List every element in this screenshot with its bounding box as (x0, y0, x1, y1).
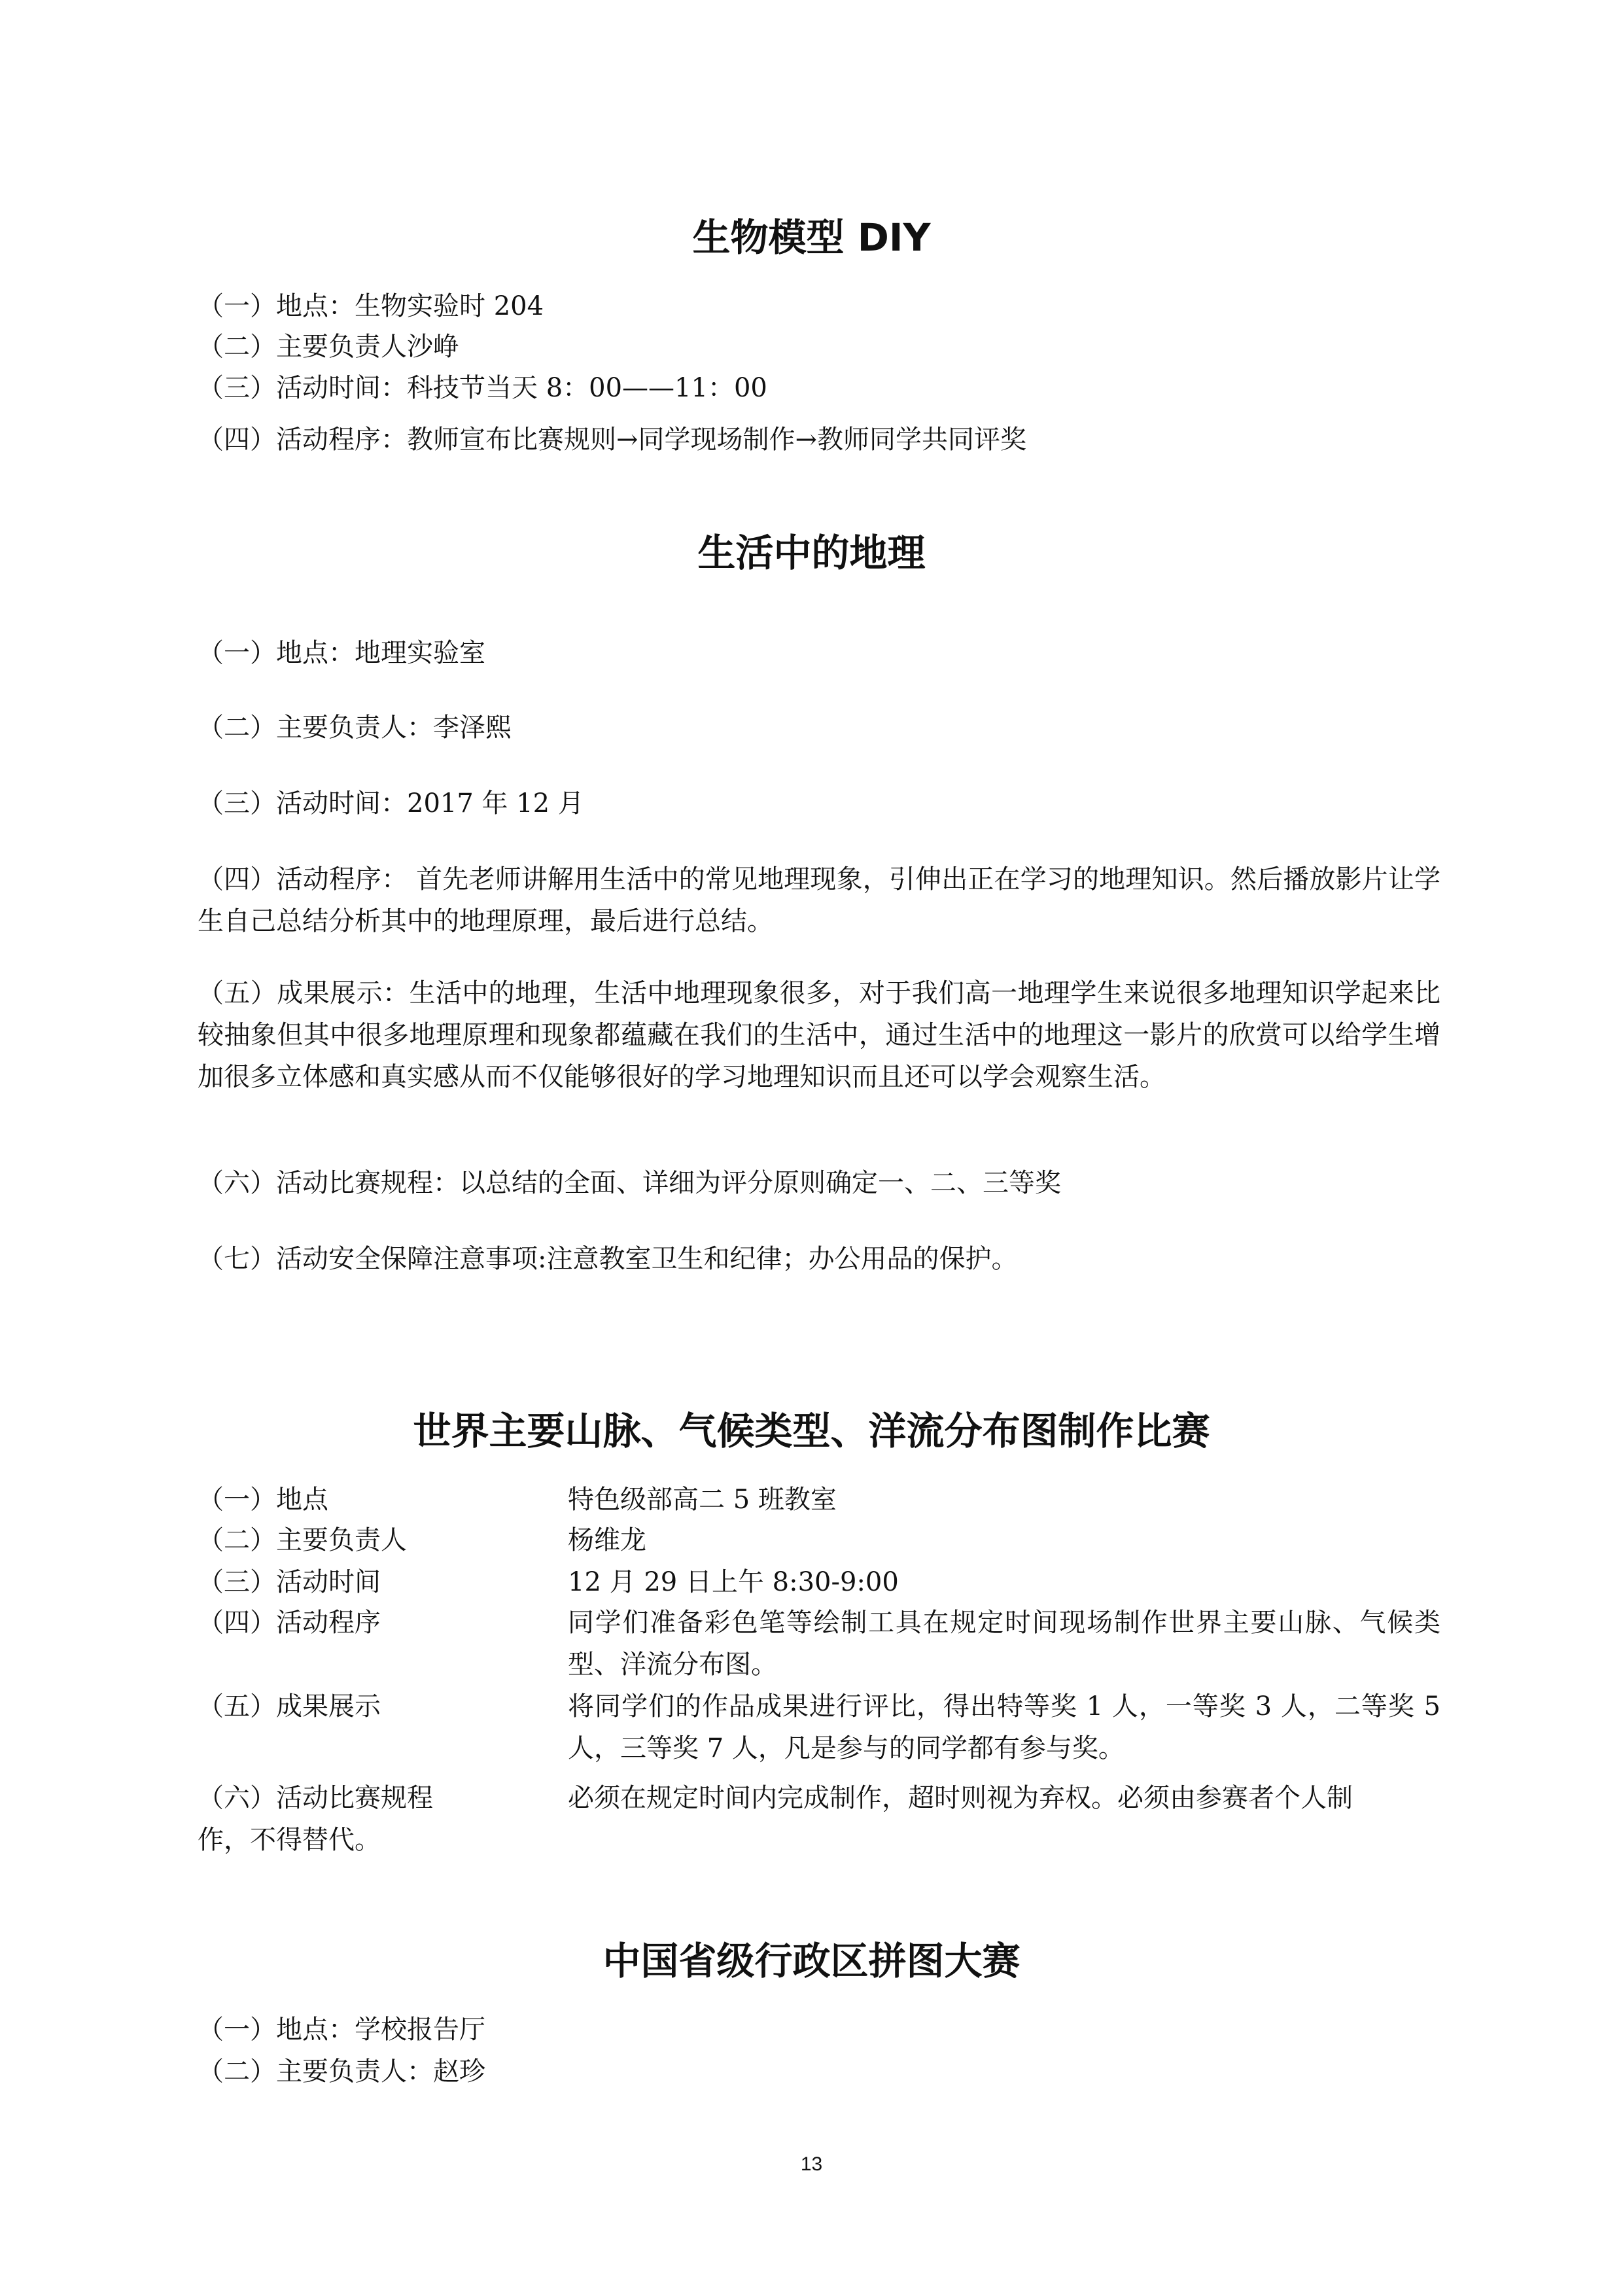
geo-safety: （七）活动安全保障注意事项:注意教室卫生和纪律；办公用品的保护。 (198, 1244, 1018, 1274)
puzzle-person-in-charge: （二）主要负责人：赵珍 (198, 2057, 485, 2087)
geo-location: （一）地点：地理实验室 (198, 638, 485, 668)
row-value: 将同学们的作品成果进行评比，得出特等奖 1 人，一等奖 3 人，二等奖 5 人，三等奖 7 人，凡是参与的同学都有参与奖。 (568, 1691, 1440, 1763)
geo-results: （五）成果展示：生活中的地理，生活中地理现象很多，对于我们高一地理学生来说很多地理知识学起来比较抽象但其中很多地理原理和现象都蕴藏在我们的生活中，通过生活中的地理这一影片的欣赏可以给学生增加很多立体感和真实感从而不仅能够很好的学习地理知识而且还可以学会观察生活。 (198, 978, 1440, 1092)
row-label: （二）主要负责人 (198, 1525, 407, 1555)
section-title-bio-model: 生物模型 DIY (692, 215, 931, 260)
puzzle-location: （一）地点：学校报告厅 (198, 2015, 485, 2045)
row-value-continued: 作，不得替代。 (198, 1825, 381, 1855)
row-label: （五）成果展示 (198, 1691, 381, 1722)
row-label: （三）活动时间 (198, 1567, 381, 1597)
geo-person-in-charge: （二）主要负责人：李泽熙 (198, 713, 512, 743)
row-label: （六）活动比赛规程 (198, 1783, 433, 1813)
bio-activity-time: （三）活动时间：科技节当天 8：00——11：00 (198, 373, 767, 403)
row-value: 特色级部高二 5 班教室 (568, 1485, 837, 1515)
section-title-geography-life: 生活中的地理 (697, 531, 926, 575)
geo-rules: （六）活动比赛规程：以总结的全面、详细为评分原则确定一、二、三等奖 (198, 1168, 1061, 1198)
row-label: （四）活动程序 (198, 1608, 381, 1638)
page-number: 13 (800, 2153, 823, 2175)
bio-location: （一）地点：生物实验时 204 (198, 291, 544, 321)
bio-person-in-charge: （二）主要负责人沙峥 (198, 332, 459, 362)
row-label: （一）地点 (198, 1485, 328, 1515)
section-title-world-map-contest: 世界主要山脉、气候类型、洋流分布图制作比赛 (413, 1409, 1210, 1453)
row-value: 12 月 29 日上午 8:30-9:00 (568, 1567, 899, 1597)
row-value: 必须在规定时间内完成制作，超时则视为弃权。必须由参赛者个人制 (568, 1783, 1353, 1813)
row-value: 同学们准备彩色笔等绘制工具在规定时间现场制作世界主要山脉、气候类型、洋流分布图。 (568, 1608, 1440, 1680)
geo-activity-time: （三）活动时间：2017 年 12 月 (198, 788, 584, 819)
bio-procedure: （四）活动程序：教师宣布比赛规则→同学现场制作→教师同学共同评奖 (198, 425, 1027, 455)
geo-procedure: （四）活动程序： 首先老师讲解用生活中的常见地理现象，引伸出正在学习的地理知识。然后播放影片让学生自己总结分析其中的地理原理，最后进行总结。 (198, 864, 1440, 936)
section-title-china-puzzle: 中国省级行政区拼图大赛 (602, 1939, 1021, 1983)
row-value: 杨维龙 (568, 1525, 646, 1555)
